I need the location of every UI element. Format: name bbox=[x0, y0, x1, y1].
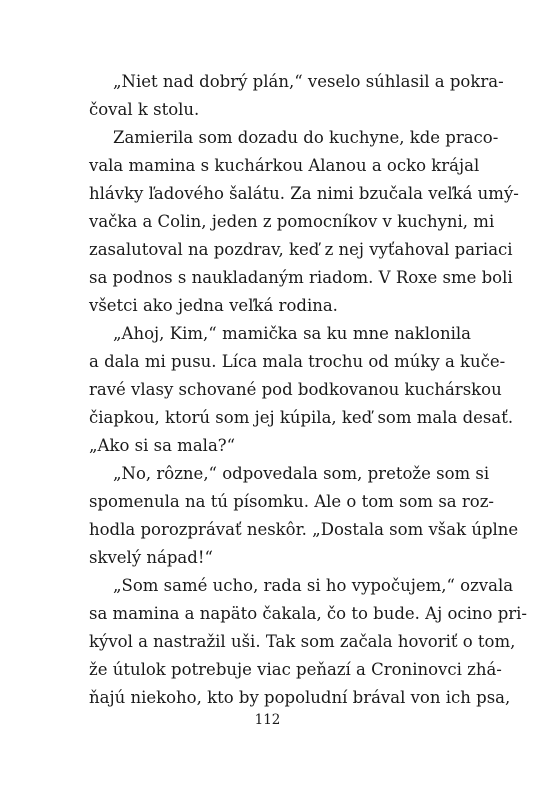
text-line: vala mamina s kuchárkou Alanou a ocko krájal bbox=[89, 156, 480, 175]
text-line: hlávky ľadového šalátu. Za nimi bzučala veľká umý- bbox=[89, 184, 519, 203]
text-line: „Niet nad dobrý plán,“ veselo súhlasil a pokra- bbox=[113, 72, 504, 91]
text-line: sa podnos s naukladaným riadom. V Roxe sme boli bbox=[89, 268, 513, 287]
text-line: a dala mi pusu. Líca mala trochu od múky a kuče- bbox=[89, 352, 506, 371]
text-line: kývol a nastražil uši. Tak som začala hovoriť o tom, bbox=[89, 632, 516, 651]
text-line: hodla porozprávať neskôr. „Dostala som však úplne bbox=[89, 520, 519, 539]
text-line: čiapkou, ktorú som jej kúpila, keď som mala desať. bbox=[89, 408, 514, 427]
text-line: spomenula na tú písomku. Ale o tom som sa roz- bbox=[89, 492, 494, 511]
text-line: ňajú niekoho, kto by popoludní brával von ich psa, bbox=[89, 688, 511, 707]
text-line: zasalutoval na pozdrav, keď z nej vyťahoval pariaci bbox=[89, 240, 513, 259]
text-line: „Ahoj, Kim,“ mamička sa ku mne naklonila bbox=[113, 324, 471, 343]
text-line: Zamierila som dozadu do kuchyne, kde praco- bbox=[113, 128, 499, 147]
text-line: čoval k stolu. bbox=[89, 100, 200, 119]
text-line: „Som samé ucho, rada si ho vypočujem,“ ozvala bbox=[113, 576, 514, 595]
text-line: skvelý nápad!“ bbox=[89, 548, 213, 567]
text-line: ravé vlasy schované pod bodkovanou kuchárskou bbox=[89, 380, 502, 399]
text-line: sa mamina a napäto čakala, čo to bude. Aj ocino pri- bbox=[89, 604, 528, 623]
text-line: všetci ako jedna veľká rodina. bbox=[89, 296, 338, 315]
text-line: vačka a Colin, jeden z pomocníkov v kuchyni, mi bbox=[89, 212, 495, 231]
text-line: „No, rôzne,“ odpovedala som, pretože som si bbox=[113, 464, 490, 483]
body-text bbox=[89, 68, 528, 712]
text-line: že útulok potrebuje viac peňazí a Croninovci zhá- bbox=[89, 660, 502, 679]
page-number: 112 bbox=[254, 712, 281, 728]
text-line: „Ako si sa mala?“ bbox=[89, 436, 236, 455]
